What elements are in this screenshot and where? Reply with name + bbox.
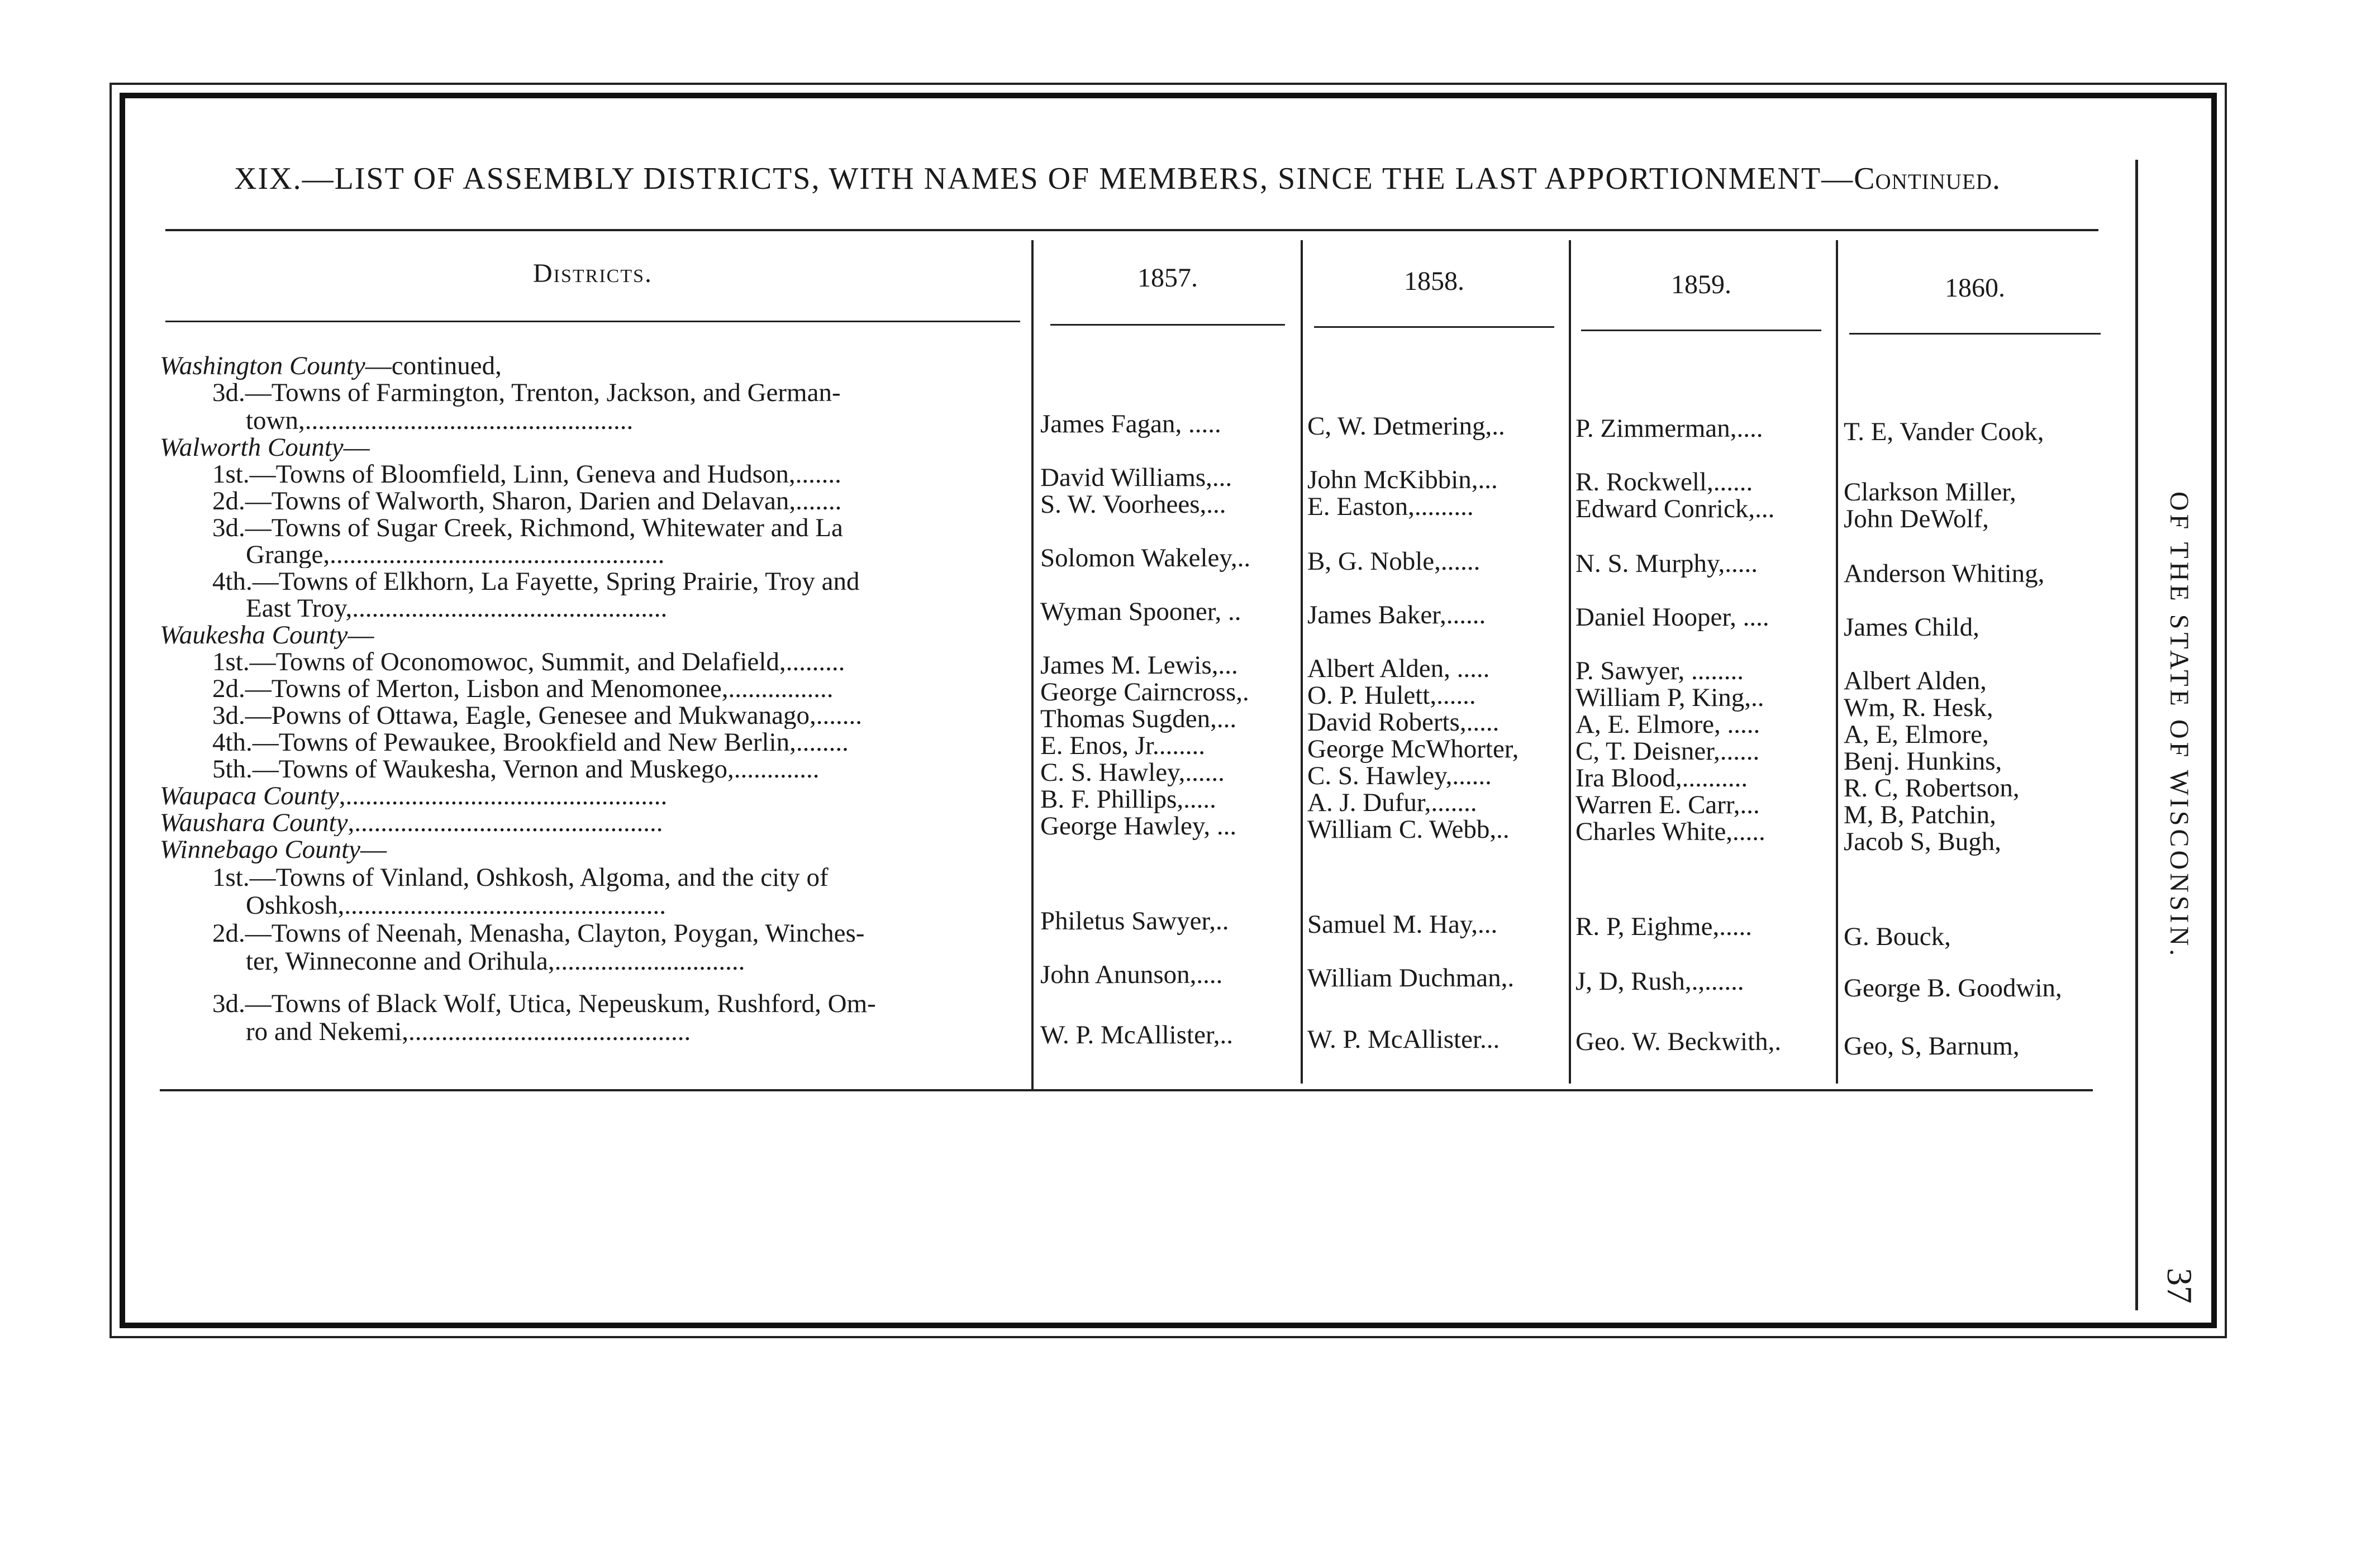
cell-1860: A, E, Elmore, — [1844, 720, 1989, 749]
header-1858: 1858. — [1404, 266, 1464, 296]
district-line: Oshkosh,................................................. — [246, 893, 667, 919]
cell-1857: George Cairncross,. — [1040, 677, 1249, 707]
cell-1858: William Duchman,. — [1307, 963, 1515, 993]
cell-1860: Clarkson Miller, — [1844, 478, 2016, 507]
district-line: 3d.—Towns of Black Wolf, Utica, Nepeuskum, Rushford, Om- — [212, 989, 876, 1018]
header-1859: 1859. — [1671, 270, 1731, 299]
cell-1858: W. P. McAllister... — [1307, 1025, 1500, 1054]
cell-1857: John Anunson,.... — [1040, 960, 1223, 989]
district-line: Waushara County,............................................... — [160, 810, 1022, 836]
cell-1859: C, T. Deisner,...... — [1575, 737, 1760, 766]
column-separator-4 — [1836, 240, 1838, 1084]
cell-1859: P. Sawyer, ........ — [1575, 656, 1744, 685]
cell-1860: G. Bouck, — [1844, 922, 1951, 951]
y1858-underline — [1314, 326, 1554, 328]
cell-1858: James Baker,...... — [1307, 600, 1486, 629]
page-number — [2160, 1268, 2200, 1335]
cell-1859: P. Zimmerman,.... — [1575, 414, 1763, 443]
page-number-text: 37 — [2160, 1268, 2200, 1304]
cell-1859: R. P, Eighme,..... — [1575, 912, 1752, 941]
cell-1859: Warren E. Carr,... — [1575, 790, 1760, 819]
cell-1860: Albert Alden, — [1844, 666, 1987, 695]
cell-1859: William P, King,.. — [1575, 683, 1764, 712]
cell-1859: Charles White,..... — [1575, 817, 1765, 846]
cell-1860: Geo, S, Barnum, — [1844, 1032, 2020, 1061]
cell-1860: John DeWolf, — [1844, 504, 1989, 533]
cell-1858: A. J. Dufur,....... — [1307, 788, 1477, 817]
margin-rule — [2135, 160, 2138, 1310]
cell-1857: George Hawley, ... — [1040, 812, 1237, 841]
county-name: Washington County — [160, 351, 365, 380]
cell-1857: S. W. Voorhees,... — [1040, 490, 1226, 519]
cell-1858: David Roberts,..... — [1307, 708, 1500, 737]
cell-1859: Edward Conrick,... — [1575, 494, 1775, 523]
running-head-vertical — [2161, 492, 2195, 994]
cell-1858: C. S. Hawley,...... — [1307, 761, 1492, 790]
district-line: Waukesha County— — [160, 621, 374, 650]
title-main: XIX.—LIST OF ASSEMBLY DISTRICTS, WITH NAMES OF MEMBERS, SINCE THE LAST APPORTIONMENT— — [234, 161, 1854, 196]
county-name: Winnebago County — [160, 835, 360, 864]
district-line: Washington County—continued, — [160, 351, 502, 380]
district-line: ter, Winneconne and Orihula,............................. — [246, 948, 745, 975]
cell-1858: Samuel M. Hay,... — [1307, 910, 1498, 939]
title-continued: Continued. — [1854, 161, 2001, 196]
district-line: 2d.—Towns of Neenah, Menasha, Clayton, Poygan, Winches- — [212, 919, 865, 948]
column-separator-2 — [1301, 240, 1303, 1084]
cell-1858: E. Easton,......... — [1307, 492, 1474, 521]
district-line: Grange,................................................... — [246, 542, 665, 568]
cell-1858: William C. Webb,.. — [1307, 815, 1510, 844]
district-line: Waupaca County,................................................. — [160, 783, 1022, 809]
cell-1858: O. P. Hulett,...... — [1307, 681, 1476, 710]
cell-1858: C, W. Detmering,.. — [1307, 412, 1505, 441]
cell-1860: James Child, — [1844, 613, 1979, 642]
cell-1857: Philetus Sawyer,.. — [1040, 906, 1229, 936]
y1859-underline — [1581, 330, 1821, 331]
cell-1860: M, B, Patchin, — [1844, 800, 1996, 829]
page-title — [168, 161, 2067, 197]
cell-1859: N. S. Murphy,..... — [1575, 549, 1758, 578]
district-line: Winnebago County— — [160, 835, 387, 864]
header-1860: 1860. — [1945, 273, 2005, 303]
district-line: Walworth County— — [160, 433, 370, 462]
y1857-underline — [1050, 324, 1285, 326]
district-line: 1st.—Towns of Vinland, Oshkosh, Algoma, and the city of — [212, 863, 829, 892]
cell-1857: Thomas Sugden,... — [1040, 704, 1237, 733]
cell-1860: Wm, R. Hesk, — [1844, 693, 1993, 722]
cell-1860: Benj. Hunkins, — [1844, 747, 2002, 776]
county-name: Waupaca County — [160, 783, 339, 809]
cell-1858: Albert Alden, ..... — [1307, 654, 1490, 683]
cell-1860: R. C, Robertson, — [1844, 774, 2020, 803]
cell-1857: David Williams,... — [1040, 463, 1232, 492]
districts-underline — [165, 321, 1020, 322]
cell-1857: Solomon Wakeley,.. — [1040, 543, 1251, 572]
district-line: East Troy,................................................ — [246, 595, 668, 622]
cell-1857: E. Enos, Jr........ — [1040, 731, 1206, 760]
cell-1859: A, E. Elmore, ..... — [1575, 710, 1760, 739]
y1860-underline — [1849, 333, 2101, 335]
district-line: 3d.—Powns of Ottawa, Eagle, Genesee and Mukwanago,....... — [212, 703, 862, 729]
district-line: 3d.—Towns of Farmington, Trenton, Jackson, and German- — [212, 378, 841, 407]
cell-1859: Geo. W. Beckwith,. — [1575, 1027, 1782, 1056]
district-line: ro and Nekemi,........................................... — [246, 1019, 691, 1045]
district-line: 1st.—Towns of Bloomfield, Linn, Geneva and Hudson,....... — [212, 461, 841, 488]
cell-1857: Wyman Spooner, .. — [1040, 597, 1241, 626]
district-line: 4th.—Towns of Pewaukee, Brookfield and New Berlin,........ — [212, 729, 849, 756]
district-line: 2d.—Towns of Walworth, Sharon, Darien and Delavan,....... — [212, 488, 842, 514]
cell-1860: T. E, Vander Cook, — [1844, 417, 2044, 446]
cell-1860: George B. Goodwin, — [1844, 974, 2062, 1003]
table-bottom-rule — [160, 1089, 2093, 1091]
cell-1860: Anderson Whiting, — [1844, 559, 2045, 588]
cell-1858: George McWhorter, — [1307, 734, 1519, 764]
cell-1857: James M. Lewis,... — [1040, 651, 1238, 680]
county-name: Waushara County — [160, 810, 348, 836]
cell-1859: J, D, Rush,.,...... — [1575, 967, 1744, 996]
district-line: 4th.—Towns of Elkhorn, La Fayette, Spring Prairie, Troy and — [212, 567, 860, 596]
column-separator-1 — [1031, 240, 1034, 1089]
district-line: 5th.—Towns of Waukesha, Vernon and Muskego,............. — [212, 756, 820, 782]
cell-1858: B, G. Noble,...... — [1307, 547, 1481, 576]
header-districts: Districts. — [532, 259, 653, 288]
cell-1857: W. P. McAllister,.. — [1040, 1020, 1233, 1049]
cell-1859: Daniel Hooper, .... — [1575, 603, 1769, 632]
cell-1859: R. Rockwell,...... — [1575, 467, 1753, 497]
county-name: Waukesha County — [160, 621, 348, 650]
district-line: 1st.—Towns of Oconomowoc, Summit, and Delafield,......... — [212, 649, 845, 675]
cell-1859: Ira Blood,.......... — [1575, 764, 1748, 793]
district-line: 2d.—Towns of Merton, Lisbon and Menomonee,................ — [212, 676, 834, 702]
header-top-rule — [165, 229, 2098, 231]
column-separator-3 — [1569, 240, 1571, 1084]
cell-1857: James Fagan, ..... — [1040, 409, 1221, 438]
cell-1857: C. S. Hawley,...... — [1040, 758, 1225, 787]
district-line: 3d.—Towns of Sugar Creek, Richmond, Whitewater and La — [212, 513, 843, 542]
county-name: Walworth County — [160, 433, 344, 462]
header-1857: 1857. — [1137, 263, 1198, 293]
cell-1860: Jacob S, Bugh, — [1844, 827, 2001, 856]
running-head-text: OF THE STATE OF WISCONSIN. — [2164, 492, 2194, 960]
district-line: town,.................................................. — [246, 408, 634, 434]
cell-1857: B. F. Phillips,..... — [1040, 785, 1216, 814]
cell-1858: John McKibbin,... — [1307, 465, 1498, 494]
